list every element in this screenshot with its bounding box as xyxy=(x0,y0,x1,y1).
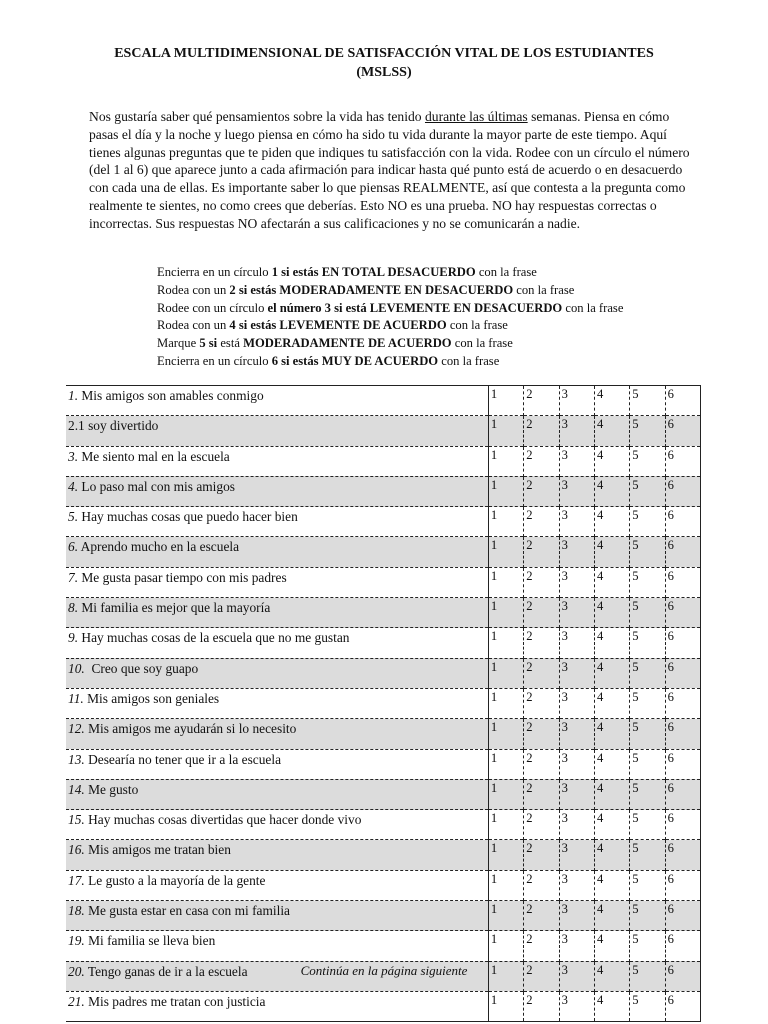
rating-option-5[interactable]: 5 xyxy=(630,688,665,718)
rating-option-2[interactable]: 2 xyxy=(524,840,559,870)
item-statement xyxy=(66,446,488,476)
rating-option-3[interactable]: 3 xyxy=(559,537,594,567)
rating-option-2[interactable]: 2 xyxy=(524,416,559,446)
rating-option-3[interactable]: 3 xyxy=(559,628,594,658)
rating-option-6[interactable]: 6 xyxy=(665,931,700,961)
rating-option-4[interactable]: 4 xyxy=(594,446,629,476)
item-number: 4. xyxy=(68,478,79,494)
rating-option-1[interactable]: 1 xyxy=(488,719,523,749)
rating-option-3[interactable]: 3 xyxy=(559,749,594,779)
table-row xyxy=(66,567,701,597)
rating-option-5[interactable]: 5 xyxy=(630,719,665,749)
table-row xyxy=(66,840,701,870)
item-statement xyxy=(66,386,488,416)
scale-line-text: con la frase xyxy=(446,318,508,333)
item-number: 15. xyxy=(68,812,85,828)
rating-option-6[interactable]: 6 xyxy=(665,537,700,567)
item-text: Le gusto a la mayoría de la gente xyxy=(84,872,266,888)
scale-line xyxy=(157,317,623,335)
scale-line-emphasis: 1 si estás EN TOTAL DESACUERDO xyxy=(271,265,476,279)
rating-option-2[interactable]: 2 xyxy=(524,719,559,749)
rating-option-6[interactable]: 6 xyxy=(665,779,700,809)
rating-option-4[interactable]: 4 xyxy=(594,567,629,597)
item-statement xyxy=(66,507,488,537)
table-row xyxy=(66,749,701,779)
rating-option-3[interactable]: 3 xyxy=(559,901,594,931)
rating-option-4[interactable]: 4 xyxy=(594,870,629,900)
rating-option-1[interactable]: 1 xyxy=(488,961,523,991)
scale-line-emphasis: MODERADAMENTE DE ACUERDO xyxy=(243,336,452,351)
item-statement xyxy=(66,567,488,597)
rating-option-2[interactable]: 2 xyxy=(524,870,559,900)
scale-line-text: Rodea con un xyxy=(157,282,230,297)
item-statement xyxy=(66,476,488,506)
rating-option-2[interactable]: 2 xyxy=(524,688,559,718)
rating-option-3[interactable]: 3 xyxy=(559,446,594,476)
item-statement xyxy=(66,901,488,931)
questionnaire-table xyxy=(66,385,701,1022)
item-number: 14. xyxy=(68,781,85,797)
rating-option-5[interactable]: 5 xyxy=(630,840,665,870)
rating-option-1[interactable]: 1 xyxy=(488,507,523,537)
scale-line-text: Rodea con un xyxy=(157,318,230,333)
item-number: 19. xyxy=(68,933,85,949)
rating-option-1[interactable]: 1 xyxy=(488,931,523,961)
rating-option-6[interactable]: 6 xyxy=(665,719,700,749)
rating-option-3[interactable]: 3 xyxy=(559,961,594,991)
rating-option-6[interactable]: 6 xyxy=(665,446,700,476)
item-text: 2.1 soy divertido xyxy=(68,418,159,434)
rating-option-4[interactable]: 4 xyxy=(594,416,629,446)
scale-line-emphasis: 4 si estás LEVEMENTE DE ACUERDO xyxy=(229,318,447,333)
rating-option-2[interactable]: 2 xyxy=(524,658,559,688)
rating-option-5[interactable]: 5 xyxy=(630,991,665,1021)
rating-option-6[interactable]: 6 xyxy=(665,628,700,658)
scale-line-text: con la frase xyxy=(513,282,575,297)
rating-option-4[interactable]: 4 xyxy=(594,386,629,416)
rating-option-3[interactable]: 3 xyxy=(559,567,594,597)
table-row xyxy=(66,507,701,537)
rating-option-4[interactable]: 4 xyxy=(594,961,629,991)
rating-option-4[interactable]: 4 xyxy=(594,749,629,779)
rating-option-6[interactable]: 6 xyxy=(665,901,700,931)
item-statement xyxy=(66,658,488,688)
rating-option-4[interactable]: 4 xyxy=(594,779,629,809)
rating-option-1[interactable]: 1 xyxy=(488,658,523,688)
rating-option-4[interactable]: 4 xyxy=(594,719,629,749)
item-number: 6. xyxy=(68,539,79,555)
rating-option-2[interactable]: 2 xyxy=(524,507,559,537)
scale-line xyxy=(157,353,623,371)
rating-option-1[interactable]: 1 xyxy=(488,628,523,658)
item-statement xyxy=(66,931,488,961)
rating-option-3[interactable]: 3 xyxy=(559,870,594,900)
scale-line xyxy=(157,264,623,282)
scale-line-text: está xyxy=(217,336,244,351)
rating-option-5[interactable]: 5 xyxy=(630,507,665,537)
item-text: Desearía no tener que ir a la escuela xyxy=(84,751,282,767)
rating-option-4[interactable]: 4 xyxy=(594,901,629,931)
scale-line-text: Marque xyxy=(157,336,200,351)
item-text: Mis amigos son geniales xyxy=(83,690,220,706)
rating-option-5[interactable]: 5 xyxy=(630,537,665,567)
scale-line xyxy=(157,282,623,300)
title-line-2: (MSLSS) xyxy=(356,65,412,80)
rating-option-1[interactable]: 1 xyxy=(488,446,523,476)
item-number: 7. xyxy=(68,569,79,585)
intro-underlined-text: durante las últimas xyxy=(424,109,528,124)
item-text: Mi familia se lleva bien xyxy=(84,933,216,949)
rating-option-5[interactable]: 5 xyxy=(630,598,665,628)
rating-option-6[interactable]: 6 xyxy=(665,416,700,446)
table-row xyxy=(66,628,701,658)
scale-line-text: con la frase xyxy=(562,300,624,315)
rating-option-5[interactable]: 5 xyxy=(630,961,665,991)
rating-option-1[interactable]: 1 xyxy=(488,901,523,931)
rating-option-6[interactable]: 6 xyxy=(665,961,700,991)
rating-option-6[interactable]: 6 xyxy=(665,476,700,506)
rating-option-5[interactable]: 5 xyxy=(630,386,665,416)
table-row xyxy=(66,688,701,718)
scale-line-emphasis: el número 3 si está LEVEMENTE EN DESACUERDO xyxy=(267,300,563,315)
rating-option-4[interactable]: 4 xyxy=(594,537,629,567)
rating-option-3[interactable]: 3 xyxy=(559,991,594,1021)
rating-option-6[interactable]: 6 xyxy=(665,749,700,779)
rating-option-2[interactable]: 2 xyxy=(524,961,559,991)
item-text: Hay muchas cosas divertidas que hacer donde vivo xyxy=(84,812,362,828)
scale-line-text: Encierra en un círculo xyxy=(157,265,272,279)
item-statement xyxy=(66,628,488,658)
rating-option-2[interactable]: 2 xyxy=(524,537,559,567)
rating-option-5[interactable]: 5 xyxy=(630,476,665,506)
rating-option-1[interactable]: 1 xyxy=(488,386,523,416)
rating-option-3[interactable]: 3 xyxy=(559,688,594,718)
item-statement xyxy=(66,537,488,567)
rating-option-3[interactable]: 3 xyxy=(559,598,594,628)
title-line-1: ESCALA MULTIDIMENSIONAL DE SATISFACCIÓN VITAL DE LOS ESTUDIANTES xyxy=(114,46,654,61)
rating-option-2[interactable]: 2 xyxy=(524,991,559,1021)
rating-option-4[interactable]: 4 xyxy=(594,628,629,658)
scale-line-text: con la frase xyxy=(475,265,537,279)
rating-option-1[interactable]: 1 xyxy=(488,688,523,718)
rating-option-1[interactable]: 1 xyxy=(488,779,523,809)
rating-option-2[interactable]: 2 xyxy=(524,476,559,506)
rating-option-1[interactable]: 1 xyxy=(488,840,523,870)
rating-option-4[interactable]: 4 xyxy=(594,810,629,840)
item-text: Mis amigos me tratan bien xyxy=(84,842,231,858)
rating-option-5[interactable]: 5 xyxy=(630,416,665,446)
rating-option-3[interactable]: 3 xyxy=(559,810,594,840)
rating-option-5[interactable]: 5 xyxy=(630,658,665,688)
rating-option-4[interactable]: 4 xyxy=(594,658,629,688)
item-statement xyxy=(66,840,488,870)
item-text: Mis amigos son amables conmigo xyxy=(78,388,264,403)
table-row xyxy=(66,446,701,476)
item-text: Hay muchas cosas que puedo hacer bien xyxy=(78,509,298,525)
item-text: Lo paso mal con mis amigos xyxy=(78,478,235,494)
item-statement xyxy=(66,749,488,779)
item-text: Hay muchas cosas de la escuela que no me gustan xyxy=(78,630,350,646)
rating-option-3[interactable]: 3 xyxy=(559,658,594,688)
rating-option-5[interactable]: 5 xyxy=(630,749,665,779)
rating-option-6[interactable]: 6 xyxy=(665,386,700,416)
item-number: 8. xyxy=(68,600,79,616)
rating-option-1[interactable]: 1 xyxy=(488,991,523,1021)
table-row xyxy=(66,719,701,749)
rating-option-1[interactable]: 1 xyxy=(488,537,523,567)
rating-option-6[interactable]: 6 xyxy=(665,840,700,870)
item-text: Me gusta pasar tiempo con mis padres xyxy=(78,569,287,585)
item-statement xyxy=(66,688,488,718)
rating-option-5[interactable]: 5 xyxy=(630,931,665,961)
item-number: 10. xyxy=(68,660,85,676)
rating-option-4[interactable]: 4 xyxy=(594,840,629,870)
rating-option-5[interactable]: 5 xyxy=(630,810,665,840)
item-text: Me siento mal en la escuela xyxy=(78,448,230,464)
rating-option-1[interactable]: 1 xyxy=(488,810,523,840)
scale-line-text: con la frase xyxy=(438,353,500,368)
scale-line-text: Rodee con un círculo xyxy=(157,300,268,315)
item-text: Mi familia es mejor que la mayoría xyxy=(78,600,271,616)
rating-option-1[interactable]: 1 xyxy=(488,567,523,597)
rating-option-2[interactable]: 2 xyxy=(524,446,559,476)
rating-option-4[interactable]: 4 xyxy=(594,991,629,1021)
table-row xyxy=(66,931,701,961)
scale-line-emphasis: 5 si xyxy=(199,336,218,351)
item-number: 9. xyxy=(68,630,79,646)
rating-option-5[interactable]: 5 xyxy=(630,628,665,658)
table-row xyxy=(66,476,701,506)
rating-option-3[interactable]: 3 xyxy=(559,416,594,446)
rating-option-2[interactable]: 2 xyxy=(524,779,559,809)
scale-line-emphasis: 2 si estás MODERADAMENTE EN DESACUERDO xyxy=(229,282,514,297)
rating-option-1[interactable]: 1 xyxy=(488,476,523,506)
scale-line-text: con la frase xyxy=(451,336,513,351)
item-number: 11. xyxy=(68,690,84,706)
item-number: 3. xyxy=(68,448,79,464)
item-statement xyxy=(66,598,488,628)
table-row xyxy=(66,598,701,628)
intro-text-b: semanas. Piensa en cómo pasas el día y la noche y luego piensa en cómo ha sido tu vida durante la mayor parte de este tiempo. Aquí tienes algunas preguntas que te piden que indiques tu satisfacción con la vida. Rodee con un círculo el número (del 1 al 6) que aparece junto a cada afirmación para indicar hasta qué punto está de acuerdo o en desacuerdo con cada una de ellas. Es importante saber lo que piensas REALMENTE, así que contesta a la pregunta como realmente te sientes, no como crees que deberías. Esto NO es una prueba. NO hay respuestas correctas o incorrectas. Sus respuestas NO afectarán a sus calificaciones y no se comunicarán a nadie. xyxy=(89,109,690,231)
item-number: 21. xyxy=(68,993,85,1009)
item-text: Tengo ganas de ir a la escuela xyxy=(84,963,248,979)
intro-text-a: Nos gustaría saber qué pensamientos sobre la vida has tenido xyxy=(89,109,425,124)
rating-option-3[interactable]: 3 xyxy=(559,779,594,809)
table-row xyxy=(66,386,701,416)
table-row xyxy=(66,991,701,1021)
rating-option-3[interactable]: 3 xyxy=(559,476,594,506)
rating-option-4[interactable]: 4 xyxy=(594,931,629,961)
rating-option-2[interactable]: 2 xyxy=(524,598,559,628)
rating-option-3[interactable]: 3 xyxy=(559,507,594,537)
rating-option-6[interactable]: 6 xyxy=(665,658,700,688)
rating-option-2[interactable]: 2 xyxy=(524,386,559,416)
scale-line-text: Encierra en un círculo xyxy=(157,353,272,368)
table-row xyxy=(66,537,701,567)
rating-option-5[interactable]: 5 xyxy=(630,870,665,900)
item-number: 18. xyxy=(68,903,85,919)
rating-option-5[interactable]: 5 xyxy=(630,446,665,476)
rating-option-3[interactable]: 3 xyxy=(559,719,594,749)
item-number: 20. xyxy=(68,963,85,979)
item-statement xyxy=(66,719,488,749)
item-statement xyxy=(66,779,488,809)
item-statement xyxy=(66,991,488,1021)
document-title xyxy=(60,44,708,82)
scale-line-emphasis: 6 si estás MUY DE ACUERDO xyxy=(271,353,439,368)
rating-option-6[interactable]: 6 xyxy=(665,688,700,718)
rating-option-2[interactable]: 2 xyxy=(524,749,559,779)
item-number: 5. xyxy=(68,509,79,525)
rating-option-1[interactable]: 1 xyxy=(488,749,523,779)
rating-option-1[interactable]: 1 xyxy=(488,598,523,628)
item-number: 12. xyxy=(68,721,85,737)
rating-option-6[interactable]: 6 xyxy=(665,870,700,900)
rating-option-2[interactable]: 2 xyxy=(524,628,559,658)
table-row xyxy=(66,779,701,809)
scale-instructions xyxy=(157,264,623,371)
item-text: Mis amigos me ayudarán si lo necesito xyxy=(84,721,297,737)
rating-option-6[interactable]: 6 xyxy=(665,991,700,1021)
rating-option-2[interactable]: 2 xyxy=(524,931,559,961)
rating-option-4[interactable]: 4 xyxy=(594,598,629,628)
table-row xyxy=(66,810,701,840)
rating-option-1[interactable]: 1 xyxy=(488,870,523,900)
item-number: 13. xyxy=(68,751,85,767)
intro-paragraph xyxy=(89,108,701,233)
item-number: 16. xyxy=(68,842,85,858)
rating-option-5[interactable]: 5 xyxy=(630,779,665,809)
item-text: Aprendo mucho en la escuela xyxy=(78,539,240,555)
rating-option-2[interactable]: 2 xyxy=(524,810,559,840)
item-number: 1. xyxy=(68,388,79,403)
table-row xyxy=(66,416,701,446)
rating-option-1[interactable]: 1 xyxy=(488,416,523,446)
table-row xyxy=(66,901,701,931)
item-text: Creo que soy guapo xyxy=(84,660,199,676)
rating-option-3[interactable]: 3 xyxy=(559,386,594,416)
table-row xyxy=(66,658,701,688)
rating-option-2[interactable]: 2 xyxy=(524,567,559,597)
scale-line xyxy=(157,335,623,353)
scale-line xyxy=(157,300,623,318)
continue-note: Continúa en la página siguiente xyxy=(300,963,468,978)
rating-option-5[interactable]: 5 xyxy=(630,567,665,597)
item-text: Me gusto xyxy=(84,781,139,797)
item-text: Mis padres me tratan con justicia xyxy=(84,993,266,1009)
rating-option-3[interactable]: 3 xyxy=(559,931,594,961)
rating-option-6[interactable]: 6 xyxy=(665,567,700,597)
rating-option-4[interactable]: 4 xyxy=(594,688,629,718)
rating-option-6[interactable]: 6 xyxy=(665,810,700,840)
table-row xyxy=(66,870,701,900)
item-number: 17. xyxy=(68,872,85,888)
item-text: Me gusta estar en casa con mi familia xyxy=(84,903,290,919)
rating-option-3[interactable]: 3 xyxy=(559,840,594,870)
rating-option-6[interactable]: 6 xyxy=(665,507,700,537)
item-statement xyxy=(66,416,488,446)
rating-option-5[interactable]: 5 xyxy=(630,901,665,931)
rating-option-4[interactable]: 4 xyxy=(594,476,629,506)
item-statement xyxy=(66,870,488,900)
rating-option-2[interactable]: 2 xyxy=(524,901,559,931)
rating-option-6[interactable]: 6 xyxy=(665,598,700,628)
item-statement xyxy=(66,810,488,840)
rating-option-4[interactable]: 4 xyxy=(594,507,629,537)
